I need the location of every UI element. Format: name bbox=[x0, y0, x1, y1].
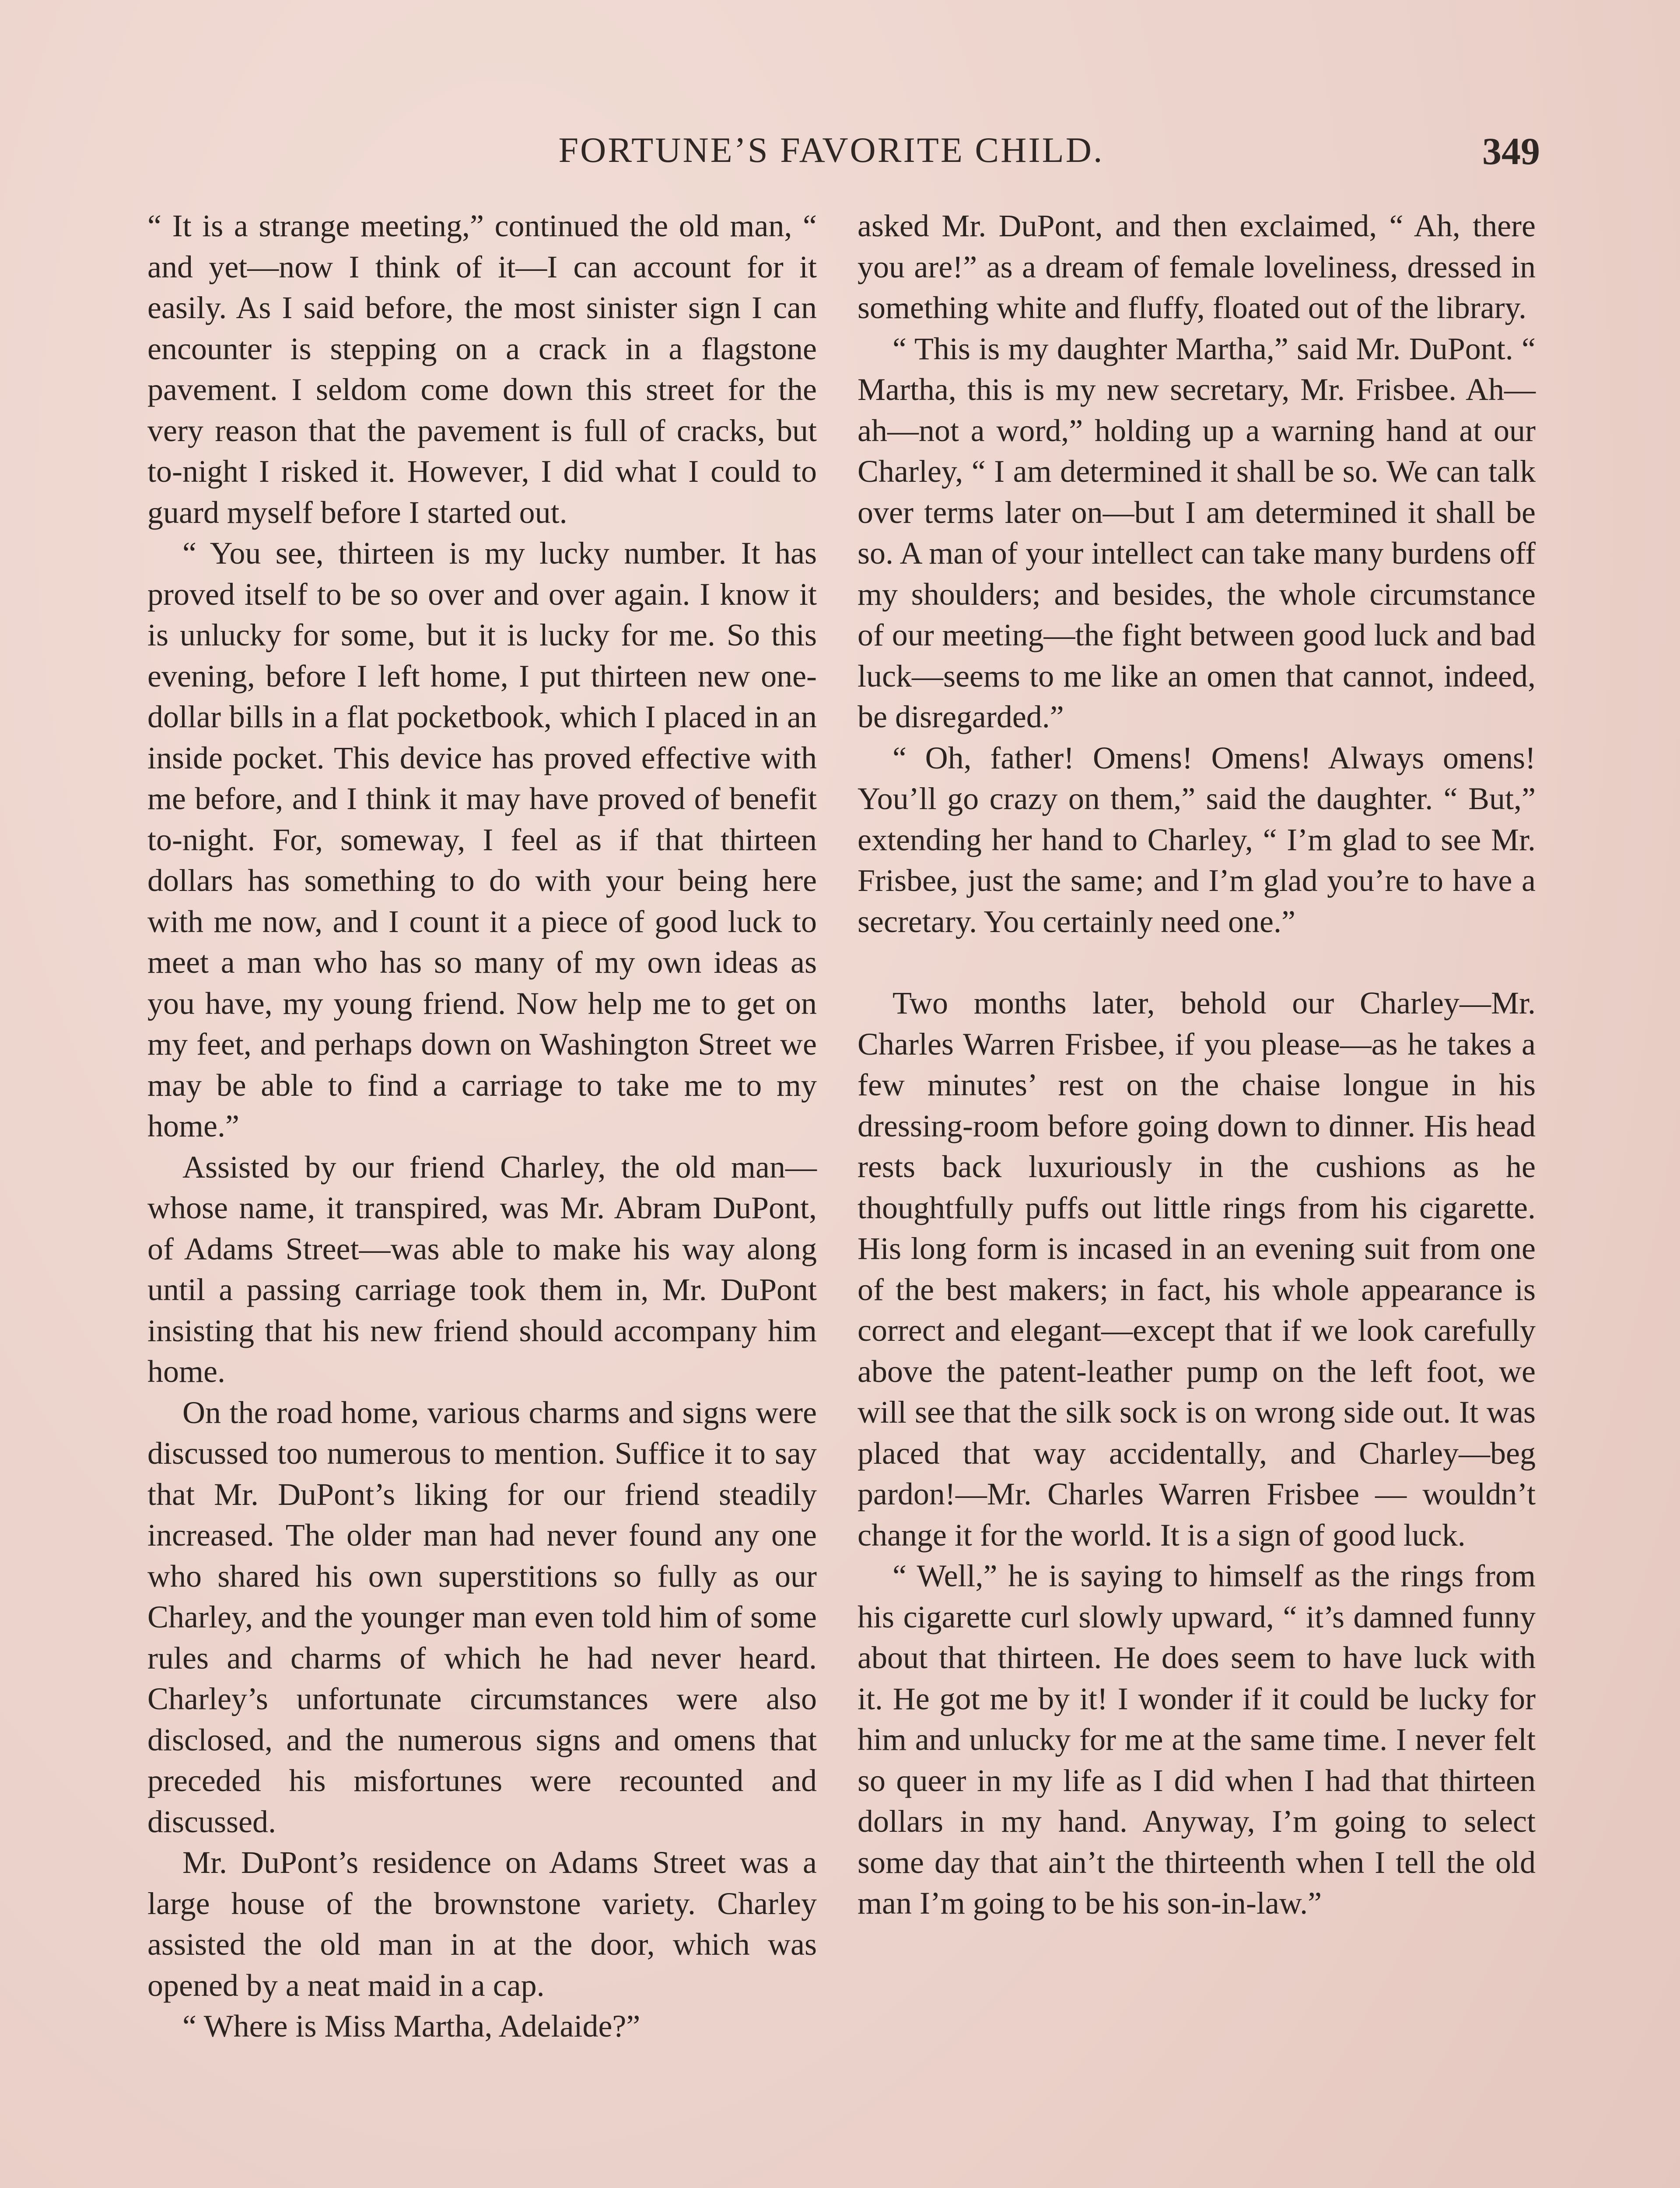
left-column bbox=[147, 206, 817, 2047]
paragraph: “ It is a strange meeting,” continued the old man, “ and yet—now I think of it—I can account for it easily. As I said before, the most sinister sign I can encounter is stepping on a crack in a flagstone pavement. I seldom come down this street for the very reason that the pavement is full of cracks, but to-night I risked it. However, I did what I could to guard myself before I started out. bbox=[147, 208, 817, 530]
running-title: FORTUNE’S FAVORITE CHILD. bbox=[558, 130, 1104, 170]
paragraph: Mr. DuPont’s residence on Adams Street was a large house of the brownstone variety. Charley assisted the old man in at the door, which was opened by a neat maid in a cap. bbox=[147, 1845, 817, 2003]
page-number: 349 bbox=[1482, 130, 1540, 173]
paragraph: “ Oh, father! Omens! Omens! Always omens! You’ll go crazy on them,” said the daughter. “ But,” extending her hand to Charley, “ I’m glad to see Mr. Frisbee, just the same; and I’m glad you’re to have a secretary. You certainly need one.” bbox=[858, 740, 1536, 939]
paragraph: “ Well,” he is saying to himself as the rings from his cigarette curl slowly upward, “ it’s damned funny about that thirteen. He does seem to have luck with it. He got me by it! I wonder if it could be lucky for him and unlucky for me at the same time. I never felt so queer in my life as I did when I had that thirteen dollars in my hand. Anyway, I’m going to select some day that ain’t the thirteenth when I tell the old man I’m going to be his son-in-law.” bbox=[858, 1558, 1536, 1921]
paragraph: asked Mr. DuPont, and then exclaimed, “ Ah, there you are!” as a dream of female loveliness, dressed in something white and fluffy, floated out of the library. bbox=[858, 208, 1536, 325]
right-column bbox=[858, 206, 1536, 1924]
paragraph: “ This is my daughter Martha,” said Mr. DuPont. “ Martha, this is my new secretary, Mr. Frisbee. Ah—ah—not a word,” holding up a warning hand at our Charley, “ I am determined it shall be so. We can talk over terms later on—but I am determined it shall be so. A man of your intellect can take many burdens off my shoulders; and besides, the whole circumstance of our meeting—the fight between good luck and bad luck—seems to me like an omen that cannot, indeed, be disregarded.” bbox=[858, 331, 1536, 734]
paragraph: “ You see, thirteen is my lucky number. It has proved itself to be so over and over again. I know it is unlucky for some, but it is lucky for me. So this evening, before I left home, I put thirteen new one-dollar bills in a flat pocketbook, which I placed in an inside pocket. This device has proved effective with me before, and I think it may have proved of benefit to-night. For, someway, I feel as if that thirteen dollars has something to do with your being here with me now, and I count it a piece of good luck to meet a man who has so many of my own ideas as you have, my young friend. Now help me to get on my feet, and perhaps down on Washington Street we may be able to find a carriage to take me to my home.” bbox=[147, 536, 817, 1143]
paragraph: Assisted by our friend Charley, the old man—whose name, it transpired, was Mr. Abram DuPont, of Adams Street—was able to make his way along until a passing carriage took them in, Mr. DuPont insisting that his new friend should accompany him home. bbox=[147, 1149, 817, 1389]
paragraph: Two months later, behold our Charley—Mr. Charles Warren Frisbee, if you please—as he takes a few minutes’ rest on the chaise longue in his dressing-room before going down to dinner. His head rests back luxuriously in the cushions as he thoughtfully puffs out little rings from his cigarette. His long form is incased in an evening suit from one of the best makers; in fact, his whole appearance is correct and elegant—except that if we look carefully above the patent-leather pump on the left foot, we will see that the silk sock is on wrong side out. It was placed that way accidentally, and Charley—beg pardon!—Mr. Charles Warren Frisbee — wouldn’t change it for the world. It is a sign of good luck. bbox=[858, 985, 1536, 1553]
paragraph: On the road home, various charms and signs were discussed too numerous to mention. Suffice it to say that Mr. DuPont’s liking for our friend steadily increased. The older man had never found any one who shared his own superstitions so fully as our Charley, and the younger man even told him of some rules and charms of which he had never heard. Charley’s unfortunate circumstances were also disclosed, and the numerous signs and omens that preceded his misfortunes were recounted and discussed. bbox=[147, 1395, 817, 1839]
paragraph: “ Where is Miss Martha, Adelaide?” bbox=[182, 2009, 640, 2044]
